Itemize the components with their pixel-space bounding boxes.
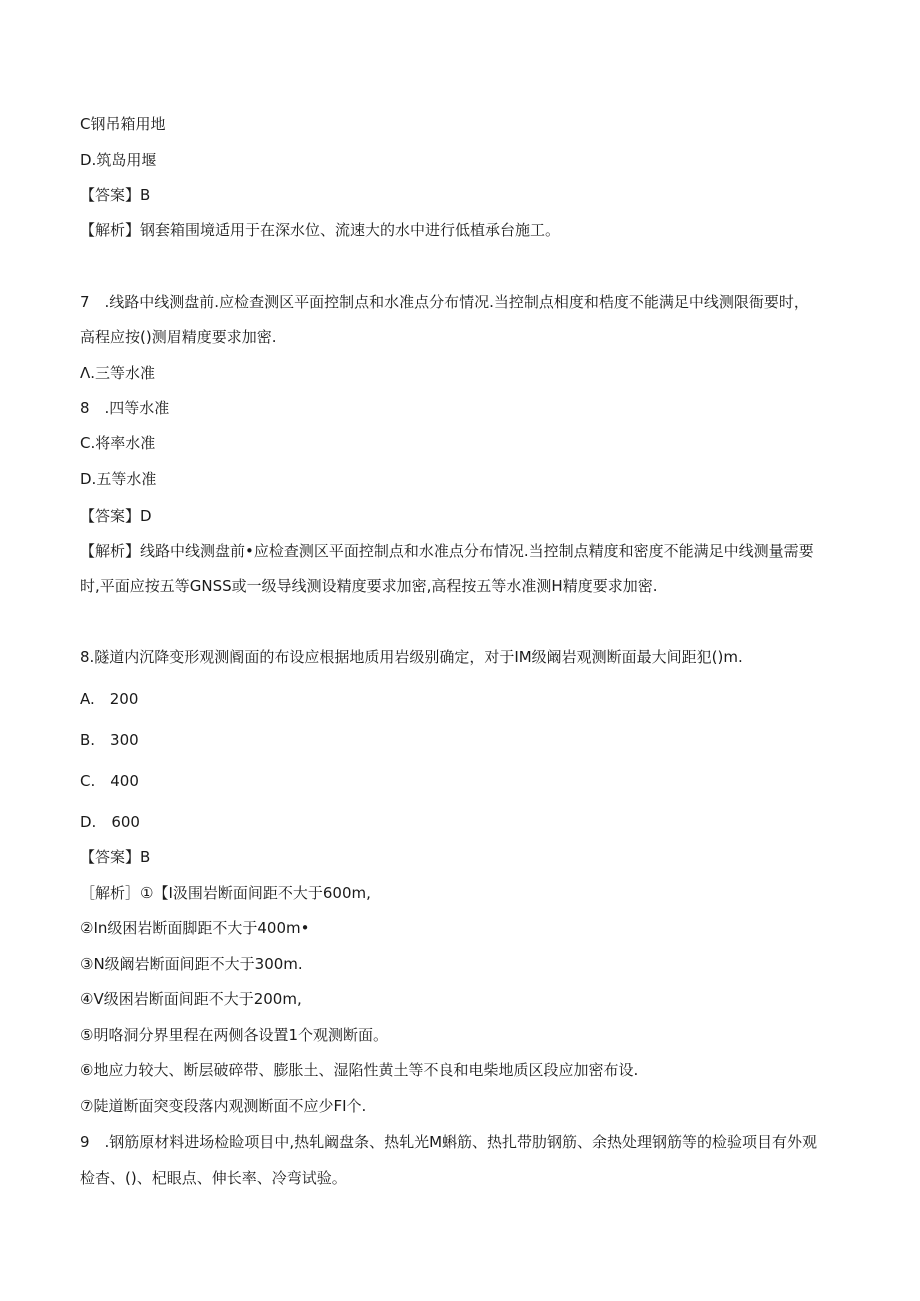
q8-analysis-5: ⑤明咯洞分界里程在两侧各设置1个观测断面。 [80, 1026, 388, 1044]
q8-stem: 8.隧道内沉降变形观测阍面的布设应根据地质用岩级别确定，对于IM级阚岩观测断面最大间距犯()m. [80, 648, 743, 666]
q7-stem-line2: 高程应按()测眉精度要求加密. [80, 328, 277, 346]
q8-option-a: A. 200 [80, 690, 139, 708]
q8-option-b: B. 300 [80, 731, 139, 749]
q6-option-d: D.筑岛用堰 [80, 151, 157, 169]
q9-stem-line2: 检杳、()、杞眼点、伸长率、冷弯试验。 [80, 1169, 347, 1187]
q7-analysis-line1: 【解析】线路中线测盘前•应检查测区平面控制点和水准点分布情况.当控制点精度和密度不能满足中线测量需要 [80, 542, 814, 560]
q6-analysis: 【解析】钢套箱围境适用于在深水位、流速大的水中进行低植承台施工。 [80, 221, 561, 239]
q8-option-c: C. 400 [80, 772, 139, 790]
q7-stem-line1: 7 .线路中线测盘前.应检查测区平面控制点和水准点分布情况.当控制点相度和梏度不能满足中线测限衙要时， [80, 293, 809, 311]
q8-analysis-2: ②In级困岩断面脚距不大于400m• [80, 919, 310, 937]
q6-answer: 【答案】B [80, 186, 151, 204]
q8-analysis-3: ③N级阚岩断面间距不大于300m. [80, 955, 303, 973]
q7-analysis-line2: 时,平面应按五等GNSS或一级导线测设精度要求加密,高程按五等水准测H精度要求加密. [80, 577, 658, 595]
q6-option-c: C钢吊箱用地 [80, 115, 166, 133]
q8-answer: 【答案】B [80, 848, 151, 866]
q7-option-b: 8 .四等水准 [80, 399, 170, 417]
q8-analysis-1: ［解析］①【I汲围岩断面间距不大于600m, [80, 884, 371, 902]
q7-answer: 【答案】D [80, 507, 152, 525]
q7-option-c: C.将率水准 [80, 434, 156, 452]
q8-analysis-4: ④V级困岩断面间距不大于200m, [80, 990, 302, 1008]
q8-analysis-6: ⑥地应力较大、断层破碎带、膨胀土、湿陷性黄土等不良和电柴地质区段应加密布设. [80, 1061, 639, 1079]
q9-stem-line1: 9 .钢筋原材料进场检睑项目中,热轧阚盘条、热轧光M蝌筋、热扎带肋钢筋、余热处理钢筋等的检验项目有外观 [80, 1133, 818, 1151]
q8-analysis-7: ⑦陡道断面突变段落内观测断面不应少FI个. [80, 1097, 367, 1115]
q7-option-d: D.五等水准 [80, 470, 157, 488]
q7-option-a: Λ.三等水准 [80, 364, 156, 382]
q8-option-d: D. 600 [80, 813, 140, 831]
